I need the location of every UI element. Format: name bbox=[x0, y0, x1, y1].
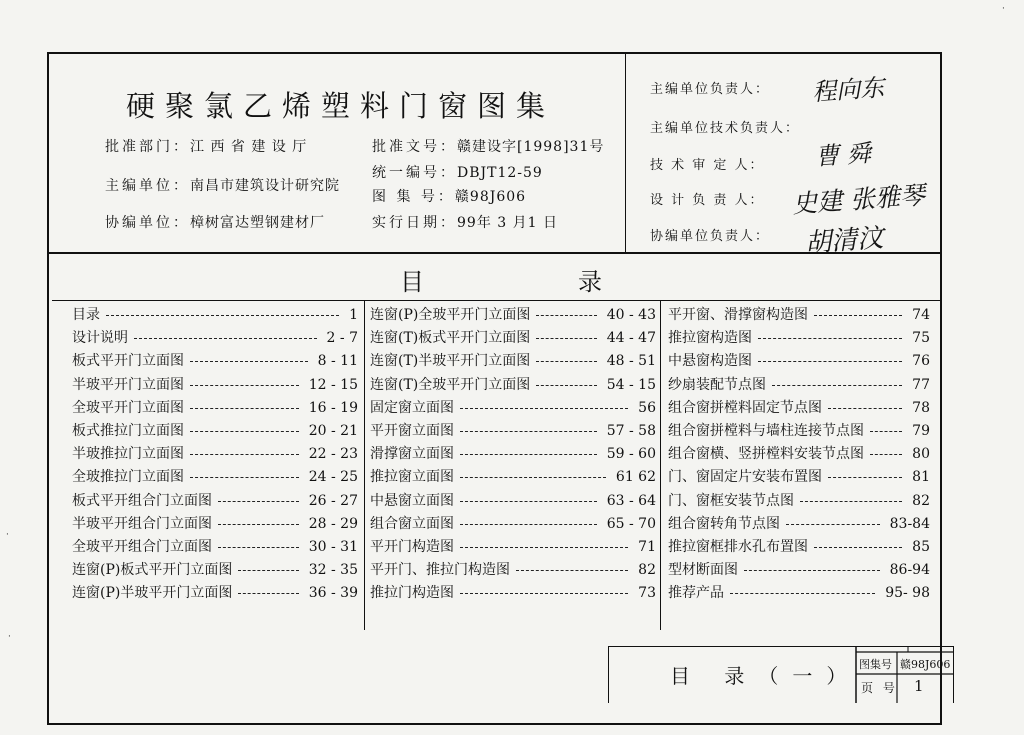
co-unit-value: 樟树富达塑钢建材厂 bbox=[190, 215, 325, 231]
toc-entry bbox=[668, 466, 960, 489]
toc-entry-title: 型材断面图 bbox=[668, 562, 738, 579]
toc-entry-title: 门、窗固定片安装布置图 bbox=[668, 469, 822, 486]
toc-entry-pages: 82 bbox=[912, 492, 930, 509]
toc-leader-line bbox=[758, 338, 902, 339]
toc-heading-left: 目 bbox=[400, 268, 424, 296]
toc-entry-title: 组合窗拼樘料与墙柱连接节点图 bbox=[668, 422, 864, 439]
toc-entry-title: 中悬窗立面图 bbox=[370, 492, 454, 509]
toc-entry bbox=[668, 582, 960, 605]
resp-role-reviewer: 技 术 审 定 人： bbox=[650, 158, 765, 173]
toc-entry bbox=[72, 490, 364, 513]
toc-leader-line bbox=[218, 524, 299, 525]
toc-entry-title: 固定窗立面图 bbox=[370, 399, 454, 416]
toc-entry-pages: 95- 98 bbox=[885, 585, 930, 602]
scan-speck: · bbox=[6, 530, 9, 540]
scan-speck: · bbox=[8, 632, 11, 642]
toc-entry-title: 组合窗拼樘料固定节点图 bbox=[668, 399, 822, 416]
atlas-no bbox=[372, 186, 526, 206]
signature-design-head: 史建 张雅琴 bbox=[791, 180, 926, 219]
toc-leader-line bbox=[870, 454, 902, 455]
toc-entry-title: 平开窗立面图 bbox=[370, 422, 454, 439]
toc-entry bbox=[668, 420, 960, 443]
toc-entry-pages: 2 - 7 bbox=[326, 330, 358, 347]
toc-entry-pages: 83-84 bbox=[889, 515, 930, 532]
toc-entry-pages: 48 - 51 bbox=[606, 353, 656, 370]
toc-column-2 bbox=[370, 304, 662, 605]
toc-leader-line bbox=[460, 454, 597, 455]
toc-leader-line bbox=[744, 570, 880, 571]
approval-doc bbox=[372, 136, 604, 156]
signature-co-unit-head: 胡清汶 bbox=[804, 223, 885, 259]
toc-entry-pages: 22 - 23 bbox=[308, 446, 358, 463]
toc-leader-line bbox=[218, 547, 299, 548]
toc-entry bbox=[668, 443, 960, 466]
toc-entry bbox=[370, 397, 662, 420]
toc-leader-line bbox=[786, 524, 880, 525]
toc-entry bbox=[668, 559, 960, 582]
toc-entry bbox=[370, 327, 662, 350]
toc-entry bbox=[668, 490, 960, 513]
toc-divider bbox=[52, 300, 942, 301]
toc-entry-title: 平开门构造图 bbox=[370, 538, 454, 555]
resp-role-design-head: 设 计 负 责 人： bbox=[650, 193, 765, 208]
toc-entry-title: 推拉窗框排水孔布置图 bbox=[668, 538, 808, 555]
toc-entry-pages: 71 bbox=[638, 538, 656, 555]
page-no-cell-value: 1 bbox=[914, 677, 924, 695]
toc-leader-line bbox=[536, 315, 596, 316]
toc-entry bbox=[72, 513, 364, 536]
resp-role-co-unit-head: 协编单位负责人： bbox=[650, 229, 771, 244]
toc-leader-line bbox=[828, 477, 902, 478]
toc-entry-pages: 76 bbox=[912, 353, 930, 370]
scan-speck: · bbox=[1002, 4, 1005, 14]
resp-role-chief-unit-head: 主编单位负责人： bbox=[650, 82, 771, 97]
toc-entry-pages: 77 bbox=[912, 376, 930, 393]
toc-entry-pages: 26 - 27 bbox=[308, 492, 358, 509]
toc-leader-line bbox=[536, 385, 596, 386]
toc-entry-pages: 80 bbox=[912, 446, 930, 463]
toc-entry bbox=[370, 559, 662, 582]
toc-entry bbox=[668, 304, 960, 327]
toc-entry-pages: 1 bbox=[349, 307, 358, 323]
toc-entry-pages: 57 - 58 bbox=[606, 422, 656, 439]
toc-entry bbox=[72, 466, 364, 489]
toc-entry bbox=[72, 397, 364, 420]
toc-leader-line bbox=[190, 361, 308, 362]
toc-entry bbox=[370, 420, 662, 443]
toc-entry-title: 全玻平开组合门立面图 bbox=[72, 538, 212, 555]
toc-leader-line bbox=[190, 454, 299, 455]
toc-entry-title: 连窗(P)板式平开门立面图 bbox=[72, 562, 233, 579]
toc-entry-pages: 54 - 15 bbox=[606, 376, 656, 393]
toc-entry-title: 半玻平开门立面图 bbox=[72, 376, 184, 393]
toc-entry-pages: 65 - 70 bbox=[606, 515, 656, 532]
toc-leader-line bbox=[536, 361, 596, 362]
toc-entry-pages: 86-94 bbox=[889, 562, 930, 579]
toc-entry bbox=[72, 536, 364, 559]
toc-entry bbox=[668, 536, 960, 559]
toc-leader-line bbox=[460, 477, 606, 478]
toc-entry-title: 纱扇装配节点图 bbox=[668, 376, 766, 393]
toc-entry-pages: 20 - 21 bbox=[308, 422, 358, 439]
toc-leader-line bbox=[190, 477, 299, 478]
toc-entry-pages: 85 bbox=[912, 538, 930, 555]
toc-entry bbox=[72, 582, 364, 605]
chief-unit-label: 主编单位： bbox=[105, 178, 190, 194]
approving-dept-label: 批准部门： bbox=[105, 139, 190, 155]
resp-role-tech-head: 主编单位技术负责人： bbox=[650, 121, 801, 136]
toc-entry-title: 板式平开组合门立面图 bbox=[72, 492, 212, 509]
toc-entry bbox=[370, 350, 662, 373]
toc-column-divider-1 bbox=[364, 300, 365, 630]
toc-leader-line bbox=[190, 408, 299, 409]
toc-entry bbox=[72, 374, 364, 397]
effective-date-label: 实行日期： bbox=[372, 215, 457, 231]
header-divider bbox=[625, 52, 626, 254]
approving-dept-value: 江 西 省 建 设 厅 bbox=[190, 139, 308, 155]
toc-entry-title: 全玻推拉门立面图 bbox=[72, 469, 184, 486]
effective-date-value: 99年 3 月1 日 bbox=[457, 215, 558, 231]
toc-entry-title: 平开门、推拉门构造图 bbox=[370, 562, 510, 579]
toc-entry-title: 连窗(P)半玻平开门立面图 bbox=[72, 585, 233, 602]
signature-reviewer: 曹 舜 bbox=[814, 139, 872, 171]
toc-leader-line bbox=[828, 408, 902, 409]
toc-heading-right: 录 bbox=[578, 268, 602, 296]
toc-column-1 bbox=[72, 304, 364, 605]
toc-entry bbox=[72, 327, 364, 350]
toc-entry bbox=[72, 304, 364, 327]
toc-entry-pages: 81 bbox=[912, 469, 930, 486]
toc-leader-line bbox=[730, 593, 875, 594]
toc-leader-line bbox=[536, 338, 596, 339]
toc-entry-pages: 8 - 11 bbox=[317, 353, 358, 370]
toc-entry bbox=[72, 559, 364, 582]
toc-entry-pages: 32 - 35 bbox=[308, 562, 358, 579]
toc-leader-line bbox=[516, 570, 628, 571]
toc-entry bbox=[370, 466, 662, 489]
toc-entry bbox=[370, 374, 662, 397]
toc-entry-title: 推拉窗立面图 bbox=[370, 469, 454, 486]
toc-leader-line bbox=[460, 593, 628, 594]
toc-entry-title: 连窗(T)半玻平开门立面图 bbox=[370, 353, 531, 370]
toc-entry-title: 目录 bbox=[72, 307, 100, 323]
toc-entry bbox=[72, 443, 364, 466]
toc-entry-pages: 73 bbox=[638, 585, 656, 602]
toc-entry-pages: 59 - 60 bbox=[606, 446, 656, 463]
toc-entry bbox=[72, 350, 364, 373]
toc-entry-title: 连窗(P)全玻平开门立面图 bbox=[370, 307, 531, 323]
sheet-title: 目 录（一） bbox=[670, 664, 861, 688]
toc-entry bbox=[668, 374, 960, 397]
toc-entry-title: 设计说明 bbox=[72, 330, 128, 347]
toc-leader-line bbox=[814, 547, 902, 548]
co-unit bbox=[105, 212, 325, 232]
toc-entry-title: 半玻平开组合门立面图 bbox=[72, 515, 212, 532]
toc-entry bbox=[370, 582, 662, 605]
toc-entry bbox=[668, 327, 960, 350]
toc-entry-pages: 40 - 43 bbox=[606, 307, 656, 323]
toc-entry-title: 中悬窗构造图 bbox=[668, 353, 752, 370]
toc-entry-pages: 16 - 19 bbox=[308, 399, 358, 416]
toc-leader-line bbox=[238, 570, 298, 571]
toc-entry bbox=[370, 443, 662, 466]
toc-entry-pages: 74 bbox=[912, 307, 930, 323]
toc-leader-line bbox=[106, 315, 339, 316]
toc-entry-pages: 75 bbox=[912, 330, 930, 347]
toc-entry bbox=[668, 350, 960, 373]
toc-entry-pages: 61 62 bbox=[615, 469, 656, 486]
signature-chief-unit-head: 程向东 bbox=[811, 73, 886, 107]
toc-entry-pages: 24 - 25 bbox=[308, 469, 358, 486]
effective-date bbox=[372, 212, 558, 232]
unified-no bbox=[372, 162, 543, 182]
atlas-no-cell-label: 图集号 bbox=[859, 658, 892, 671]
co-unit-label: 协编单位： bbox=[105, 215, 190, 231]
toc-leader-line bbox=[460, 547, 628, 548]
toc-entry-title: 推拉门构造图 bbox=[370, 585, 454, 602]
unified-no-value: DBJT12-59 bbox=[457, 165, 543, 181]
toc-entry-pages: 79 bbox=[912, 422, 930, 439]
toc-leader-line bbox=[800, 501, 902, 502]
toc-leader-line bbox=[460, 524, 597, 525]
toc-entry bbox=[370, 490, 662, 513]
toc-entry-title: 门、窗框安装节点图 bbox=[668, 492, 794, 509]
unified-no-label: 统一编号： bbox=[372, 165, 457, 181]
toc-entry-pages: 63 - 64 bbox=[606, 492, 656, 509]
toc-entry bbox=[72, 420, 364, 443]
toc-entry-pages: 28 - 29 bbox=[308, 515, 358, 532]
toc-entry-pages: 44 - 47 bbox=[606, 330, 656, 347]
atlas-no-value: 赣98J606 bbox=[454, 189, 527, 205]
toc-entry-title: 组合窗立面图 bbox=[370, 515, 454, 532]
atlas-no-label: 图 集 号： bbox=[372, 189, 455, 205]
toc-leader-line bbox=[460, 408, 628, 409]
approval-doc-label: 批准文号： bbox=[372, 139, 457, 155]
toc-entry-pages: 30 - 31 bbox=[308, 538, 358, 555]
toc-leader-line bbox=[772, 385, 902, 386]
page-no-cell-label: 页 号 bbox=[861, 681, 898, 695]
toc-entry-title: 连窗(T)全玻平开门立面图 bbox=[370, 376, 531, 393]
toc-entry-pages: 12 - 15 bbox=[308, 376, 358, 393]
toc-entry-title: 平开窗、滑撑窗构造图 bbox=[668, 307, 808, 323]
toc-leader-line bbox=[190, 431, 299, 432]
toc-leader-line bbox=[758, 361, 902, 362]
chief-unit-value: 南昌市建筑设计研究院 bbox=[190, 178, 340, 194]
toc-entry-title: 组合窗横、竖拼樘料安装节点图 bbox=[668, 446, 864, 463]
toc-entry-title: 板式平开门立面图 bbox=[72, 353, 184, 370]
toc-leader-line bbox=[238, 593, 298, 594]
toc-entry-title: 推荐产品 bbox=[668, 585, 724, 602]
toc-entry-title: 半玻推拉门立面图 bbox=[72, 446, 184, 463]
toc-entry bbox=[370, 536, 662, 559]
atlas-title: 硬聚氯乙烯塑料门窗图集 bbox=[126, 89, 556, 123]
toc-leader-line bbox=[814, 315, 902, 316]
toc-entry-pages: 82 bbox=[638, 562, 656, 579]
toc-entry-title: 组合窗转角节点图 bbox=[668, 515, 780, 532]
approving-dept bbox=[105, 136, 307, 156]
toc-entry bbox=[370, 304, 662, 327]
toc-leader-line bbox=[870, 431, 902, 432]
toc-leader-line bbox=[460, 501, 597, 502]
toc-entry-title: 推拉窗构造图 bbox=[668, 330, 752, 347]
toc-leader-line bbox=[134, 338, 317, 339]
toc-entry-title: 滑撑窗立面图 bbox=[370, 446, 454, 463]
toc-column-3 bbox=[668, 304, 960, 605]
toc-entry-title: 板式推拉门立面图 bbox=[72, 422, 184, 439]
atlas-no-cell-value: 赣98J606 bbox=[900, 658, 951, 671]
toc-entry bbox=[668, 513, 960, 536]
toc-leader-line bbox=[218, 501, 299, 502]
toc-leader-line bbox=[460, 431, 597, 432]
toc-entry bbox=[668, 397, 960, 420]
approval-doc-value: 赣建设字[1998]31号 bbox=[457, 139, 605, 155]
toc-entry-title: 连窗(T)板式平开门立面图 bbox=[370, 330, 531, 347]
toc-entry bbox=[370, 513, 662, 536]
chief-unit bbox=[105, 175, 340, 195]
toc-leader-line bbox=[190, 385, 299, 386]
toc-entry-pages: 56 bbox=[638, 399, 656, 416]
toc-entry-title: 全玻平开门立面图 bbox=[72, 399, 184, 416]
toc-entry-pages: 78 bbox=[912, 399, 930, 416]
toc-entry-pages: 36 - 39 bbox=[308, 585, 358, 602]
